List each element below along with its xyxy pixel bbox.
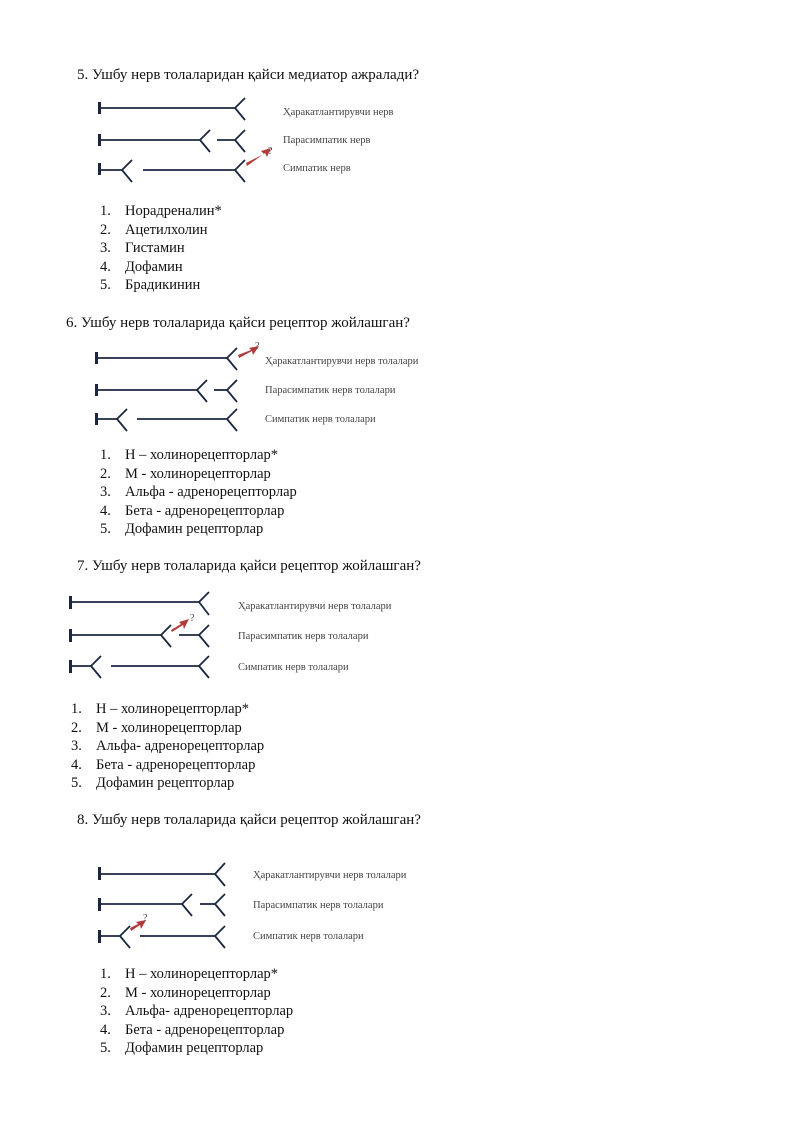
answer-item[interactable]: 4. Бета - адренорецепторлар [100,502,285,519]
nerve-fiber [227,409,237,431]
nerve-label: Симпатик нерв толалари [253,931,364,942]
nerve-label: Симпатик нерв [283,163,351,174]
pointer-arrow-icon [171,619,189,632]
question-7-title: 7. Ушбу нерв толаларида қайси рецептор жойлашган? [77,558,421,574]
question-7-answers [71,700,264,793]
answer-item[interactable]: 3. Гистамин [100,240,185,256]
nerve-fiber [199,592,209,615]
nerve-label: Парасимпатик нерв толалари [265,385,396,396]
question-8-title: 8. Ушбу нерв толаларида қайси рецептор жойлашган? [77,812,421,828]
answer-item[interactable]: 2. М - холинорецепторлар [71,719,242,736]
nerve-fiber [227,380,237,402]
answer-item[interactable]: 2. Ацетилхолин [100,221,208,238]
nerve-label: Парасимпатик нерв толалари [238,631,369,642]
question-6-title: 6. Ушбу нерв толаларида қайси рецептор жойлашган? [66,315,410,331]
question-5-title: 5. Ушбу нерв толаларидан қайси медиатор ажралади? [77,67,420,83]
nerve-label: Парасимпатик нерв [283,135,371,146]
nerve-label: Парасимпатик нерв толалари [253,900,384,911]
nerve-fiber [199,625,209,647]
answer-item[interactable]: 5. Брадикинин [100,277,201,293]
nerve-fiber [215,863,225,886]
nerve-label: Ҳаракатлантирувчи нерв толалари [265,356,419,367]
nerve-fiber [200,130,210,152]
nerve-fiber [161,625,171,647]
nerve-label: Ҳаракатлантирувчи нерв [283,107,394,118]
nerve-fiber [235,160,245,182]
answer-item[interactable]: 1. Н – холинорецепторлар* [71,701,250,717]
answer-item[interactable]: 2. М - холинорецепторлар [100,465,271,482]
nerve-fiber [215,926,225,948]
question-mark: ? [268,146,273,157]
question-mark: ? [190,613,195,624]
answer-item[interactable]: 3. Альфа- адренорецепторлар [71,738,265,754]
answer-item[interactable]: 1. Норадреналин* [100,203,222,219]
nerve-label: Ҳаракатлантирувчи нерв толалари [238,601,392,612]
answer-item[interactable]: 1. Н – холинорецепторлар* [100,447,279,463]
question-6-answers [100,446,297,539]
nerve-fiber [197,380,207,402]
nerve-label: Симпатик нерв толалари [265,414,376,425]
question-mark: ? [255,341,260,352]
nerve-fiber [235,98,245,120]
question-mark: ? [143,913,148,924]
nerve-label: Ҳаракатлантирувчи нерв толалари [253,870,407,881]
nerve-fiber [120,926,130,948]
nerve-fiber [117,409,127,431]
question-8-answers [100,965,293,1058]
question-5-nerve-diagram [95,95,425,190]
answer-item[interactable]: 4. Бета - адренорецепторлар [100,1021,285,1038]
answer-item[interactable]: 4. Бета - адренорецепторлар [71,756,256,773]
nerve-fiber [182,894,192,916]
question-7-nerve-diagram [66,588,411,688]
answer-item[interactable]: 3. Альфа - адренорецепторлар [100,484,297,500]
neuron-body [98,163,101,175]
answer-item[interactable]: 5. Дофамин рецепторлар [100,521,264,537]
nerve-fiber [227,348,237,370]
answer-item[interactable]: 5. Дофамин рецепторлар [71,775,235,791]
answer-item[interactable]: 5. Дофамин рецепторлар [100,1040,264,1056]
answer-item[interactable]: 3. Альфа- адренорецепторлар [100,1003,294,1019]
question-6-nerve-diagram [92,342,437,437]
question-8-nerve-diagram [95,858,425,958]
nerve-fiber [215,894,225,916]
nerve-fiber [199,656,209,678]
nerve-label: Симпатик нерв толалари [238,662,349,673]
answer-item[interactable]: 2. М - холинорецепторлар [100,984,271,1001]
answer-item[interactable]: 1. Н – холинорецепторлар* [100,966,279,982]
question-5-answers [100,202,222,295]
nerve-fiber [91,656,101,678]
nerve-fiber [235,130,245,152]
answer-item[interactable]: 4. Дофамин [100,258,183,275]
nerve-fiber [122,160,132,182]
